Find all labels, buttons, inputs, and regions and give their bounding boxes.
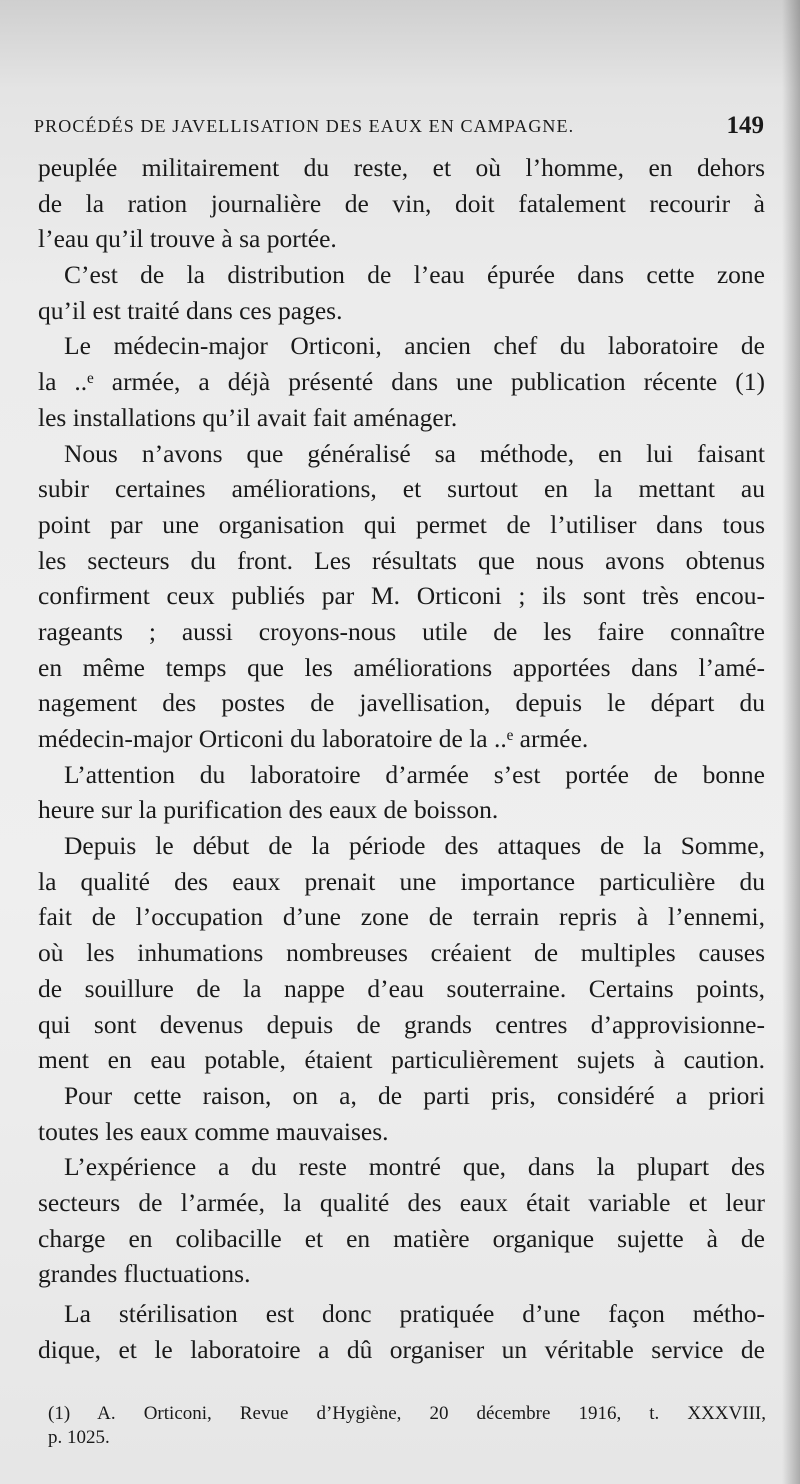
- footnote-line: p. 1025.: [48, 1427, 110, 1448]
- paragraph-start-line: Le médecin-major Orticoni, ancien chef du laboratoire de: [64, 331, 765, 361]
- text-line: la ..ᵉ armée, a déjà présenté dans une publication récente (1): [38, 367, 765, 397]
- page-number: 149: [726, 112, 764, 139]
- text-line: charge en colibacille et en matière organique sujette à de: [38, 1223, 765, 1253]
- paragraph-start-line: L’attention du laboratoire d’armée s’est portée de bonne: [64, 759, 765, 789]
- text-line: toutes les eaux comme mauvaises.: [38, 1116, 389, 1146]
- paragraph-start-line: La stérilisation est donc pratiquée d’une façon métho-: [64, 1299, 765, 1328]
- text-line: grandes fluctuations.: [38, 1259, 251, 1289]
- text-line: heure sur la purification des eaux de boisson.: [38, 795, 499, 825]
- paragraph-start-line: Nous n’avons que généralisé sa méthode, en lui faisant: [64, 438, 765, 468]
- paragraph-start-line: Depuis le début de la période des attaques de la Somme,: [64, 831, 765, 861]
- text-line: qu’il est traité dans ces pages.: [38, 295, 343, 325]
- footnote: [48, 1402, 766, 1450]
- paragraph-start-line: C’est de la distribution de l’eau épurée dans cette zone: [64, 260, 765, 290]
- text-line: point par une organisation qui permet de l’utiliser dans tous: [38, 509, 765, 539]
- running-title: PROCÉDÉS DE JAVELLISATION DES EAUX EN CAMPAGNE.: [34, 116, 575, 136]
- running-head: [34, 112, 764, 142]
- page-edge-shadow: [782, 0, 800, 1484]
- text-line: de la ration journalière de vin, doit fatalement recourir à: [38, 188, 765, 218]
- text-line: qui sont devenus depuis de grands centres d’approvisionne-: [38, 1009, 765, 1039]
- text-line: peuplée militairement du reste, et où l’homme, en dehors: [38, 153, 765, 182]
- text-line: où les inhumations nombreuses créaient de multiples causes: [38, 938, 765, 968]
- body-text: [38, 150, 765, 1367]
- text-line: confirment ceux publiés par M. Orticoni ; ils sont très encou-: [38, 581, 765, 611]
- text-line: nagement des postes de javellisation, depuis le départ du: [38, 688, 765, 718]
- text-line: ment en eau potable, étaient particulièrement sujets à caution.: [38, 1045, 765, 1075]
- text-line: la qualité des eaux prenait une importance particulière du: [38, 866, 765, 896]
- paragraph-start-line: Pour cette raison, on a, de parti pris, considéré a priori: [64, 1080, 765, 1110]
- paragraph-start-line: L’expérience a du reste montré que, dans la plupart des: [64, 1152, 765, 1182]
- text-line: secteurs de l’armée, la qualité des eaux était variable et leur: [38, 1187, 765, 1217]
- text-line: subir certaines améliorations, et surtout en la mettant au: [38, 474, 765, 504]
- text-line: dique, et le laboratoire a dû organiser un véritable service de: [38, 1334, 765, 1364]
- footnote-line: (1) A. Orticoni, Revue d’Hygiène, 20 décembre 1916, t. XXXVIII,: [48, 1403, 766, 1424]
- text-line: l’eau qu’il trouve à sa portée.: [38, 224, 337, 254]
- text-line: médecin-major Orticoni du laboratoire de la ..ᵉ armée.: [38, 724, 589, 753]
- text-line: les installations qu’il avait fait aménager.: [38, 402, 458, 432]
- text-line: rageants ; aussi croyons-nous utile de les faire connaître: [38, 616, 765, 646]
- text-line: fait de l’occupation d’une zone de terrain repris à l’ennemi,: [38, 902, 765, 932]
- text-line: en même temps que les améliorations apportées dans l’amé-: [38, 652, 765, 682]
- text-line: de souillure de la nappe d’eau souterraine. Certains points,: [38, 973, 765, 1003]
- text-line: les secteurs du front. Les résultats que nous avons obtenus: [38, 545, 765, 575]
